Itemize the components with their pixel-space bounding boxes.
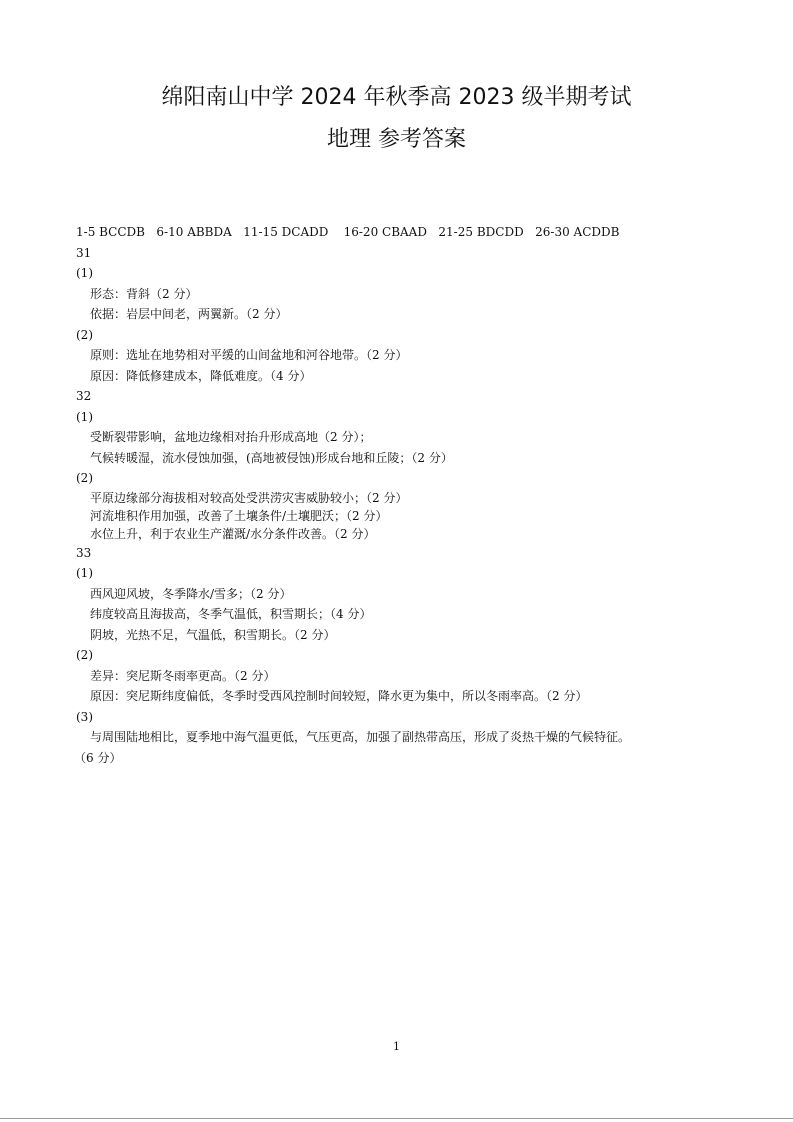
q31-part1-answer: 形态：背斜（2 分） (90, 286, 198, 301)
q33-part1-answer: 纬度较高且海拔高，冬季气温低，积雪期长；（4 分） (90, 607, 372, 621)
multiple-choice-answers: 1-5 BCCDB 6-10 ABBDA 11-15 DCADD 16-20 CBAAD 21-25 BDCDD 26-30 ACDDB (76, 225, 620, 239)
q31-part2-answer: 原因：降低修建成本，降低难度。（4 分） (90, 368, 312, 383)
question-33-number: 33 (76, 545, 92, 560)
q32-part1-answer: 气候转暖湿，流水侵蚀加强，(高地被侵蚀)形成台地和丘陵；（2 分） (90, 450, 453, 465)
q33-part1-answer: 阴坡，光热不足，气温低，积雪期长。（2 分） (90, 627, 336, 642)
page-bottom-rule (0, 1118, 793, 1119)
q33-part1-label: (1) (76, 566, 93, 580)
question-31-number: 31 (76, 245, 92, 260)
q32-part1-label: (1) (76, 409, 93, 424)
page-number: 1 (393, 1040, 400, 1053)
q32-part2-answer: 平原边缘部分海拔相对较高处受洪涝灾害威胁较小；（2 分） (90, 490, 408, 505)
answer-content (76, 222, 776, 768)
q31-part2-label: (2) (76, 327, 93, 342)
exam-subtitle: 地理 参考答案 (327, 127, 466, 152)
q32-part2-label: (2) (76, 471, 93, 485)
q33-part3-score: （6 分） (74, 750, 122, 765)
exam-title: 绵阳南山中学 2024 年秋季高 2023 级半期考试 (161, 85, 632, 110)
q33-part2-answer: 差异：突尼斯冬雨率更高。（2 分） (90, 668, 276, 683)
q32-part1-answer: 受断裂带影响，盆地边缘相对抬升形成高地（2 分）； (90, 430, 372, 444)
q32-part2-answer: 水位上升，利于农业生产灌溉/水分条件改善。（2 分） (90, 526, 376, 541)
q32-part2-answer: 河流堆积作用加强，改善了土壤条件/土壤肥沃；（2 分） (90, 508, 388, 523)
q33-part2-label: (2) (76, 648, 93, 662)
q33-part1-answer: 西风迎风坡，冬季降水/雪多；（2 分） (90, 586, 292, 601)
q33-part3-label: (3) (76, 709, 93, 724)
q31-part1-answer: 依据：岩层中间老，两翼新。（2 分） (90, 307, 288, 321)
q33-part3-answer: 与周围陆地相比，夏季地中海气温更低，气压更高，加强了副热带高压，形成了炎热干燥的气候特征。 (90, 730, 631, 744)
q31-part2-answer: 原则：选址在地势相对平缓的山间盆地和河谷地带。（2 分） (90, 348, 408, 362)
q33-part2-answer: 原因：突尼斯纬度偏低，冬季时受西风控制时间较短，降水更为集中，所以冬雨率高。（2 分） (90, 689, 588, 703)
question-32-number: 32 (76, 389, 92, 403)
q31-part1-label: (1) (76, 266, 93, 280)
